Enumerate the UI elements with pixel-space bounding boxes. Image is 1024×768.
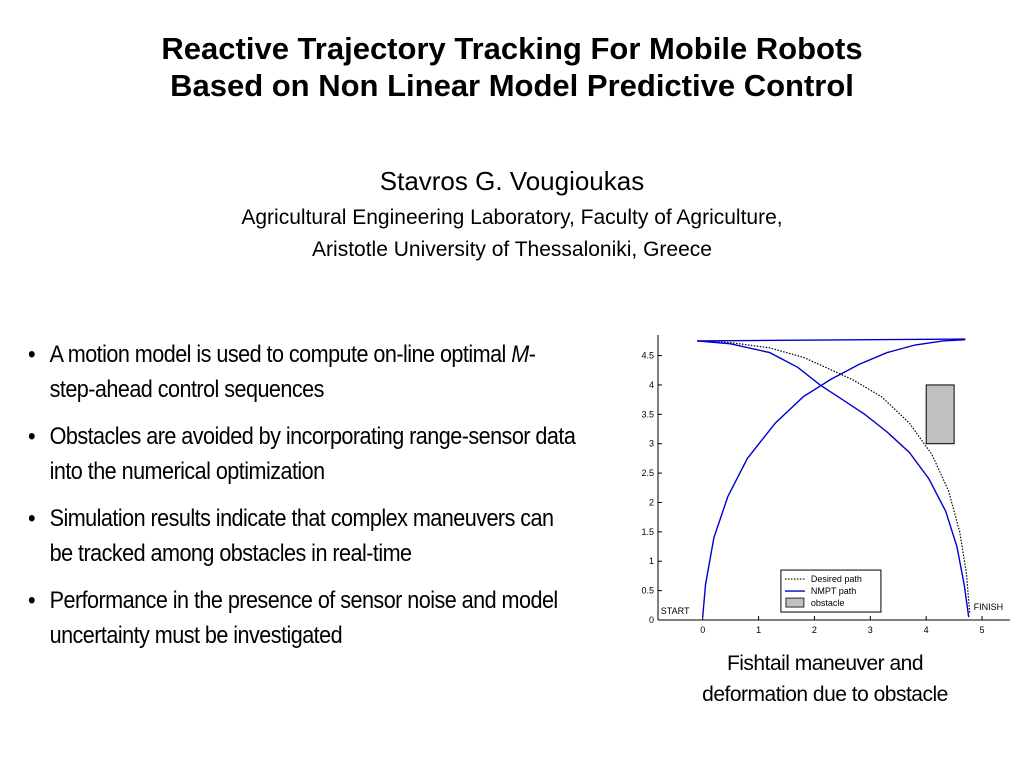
caption-line-2: deformation due to obstacle: [702, 683, 948, 706]
affiliation-line-1: Agricultural Engineering Laboratory, Faculty of Agriculture,: [241, 206, 783, 229]
title-line-1: Reactive Trajectory Tracking For Mobile Robots: [161, 31, 863, 66]
x-tick-label: 1: [756, 625, 762, 635]
caption-line-1: Fishtail maneuver and: [726, 652, 924, 675]
obstacle-rect: [926, 385, 954, 444]
title-line-2: Based on Non Linear Model Predictive Control: [170, 68, 854, 103]
legend: [781, 570, 881, 612]
y-tick-label: 4.5: [641, 350, 654, 361]
legend-label-obstacle: obstacle: [810, 598, 845, 609]
affiliation: [0, 202, 1024, 266]
legend-label-desired: Desired path: [810, 574, 862, 585]
bullet-item-motion-model: [28, 337, 577, 407]
trajectory-figure: [630, 330, 1015, 640]
bullet-1-text-b: -step-ahead control sequences: [49, 341, 536, 403]
bullet-item-simulation: • Simulation results indicate that complex maneuvers can be tracked among obstacles in real-time: [28, 501, 577, 571]
y-tick-label: 4: [648, 379, 654, 390]
y-tick-label: 1: [648, 556, 654, 567]
x-tick-label: 2: [811, 625, 817, 635]
bullet-item-obstacles: • Obstacles are avoided by incorporating range-sensor data into the numerical optimization: [28, 419, 577, 489]
bullet-item-performance: • Performance in the presence of sensor noise and model uncertainty must be investigated: [28, 583, 577, 653]
legend-swatch-obstacle: [786, 598, 804, 607]
nmpt-path-segment: [697, 339, 965, 341]
start-annotation: START: [660, 606, 690, 617]
y-tick-label: 3.5: [641, 409, 654, 420]
y-tick-label: 2.5: [641, 468, 654, 479]
y-tick-label: 1.5: [641, 526, 654, 537]
y-tick-label: 0.5: [641, 585, 654, 596]
bullet-list: [28, 337, 577, 665]
x-tick-label: 4: [923, 625, 929, 635]
author-name: Stavros G. Vougioukas: [379, 166, 645, 196]
y-tick-label: 0: [648, 615, 654, 625]
x-tick-label: 0: [700, 625, 706, 635]
paper-title: [0, 30, 1024, 104]
legend-label-nmpt: NMPT path: [810, 586, 857, 597]
finish-annotation: FINISH: [973, 602, 1004, 613]
affiliation-line-2: Aristotle University of Thessaloniki, Greece: [312, 238, 712, 261]
y-tick-label: 2: [648, 497, 654, 508]
figure-caption: [650, 648, 1000, 710]
y-tick-label: 3: [648, 438, 654, 449]
bullet-1-text-a: A motion model is used to compute on-line optimal: [49, 341, 512, 368]
x-tick-label: 5: [979, 625, 985, 635]
bullet-1-italic-m: M: [511, 341, 529, 368]
x-tick-label: 3: [867, 625, 873, 635]
